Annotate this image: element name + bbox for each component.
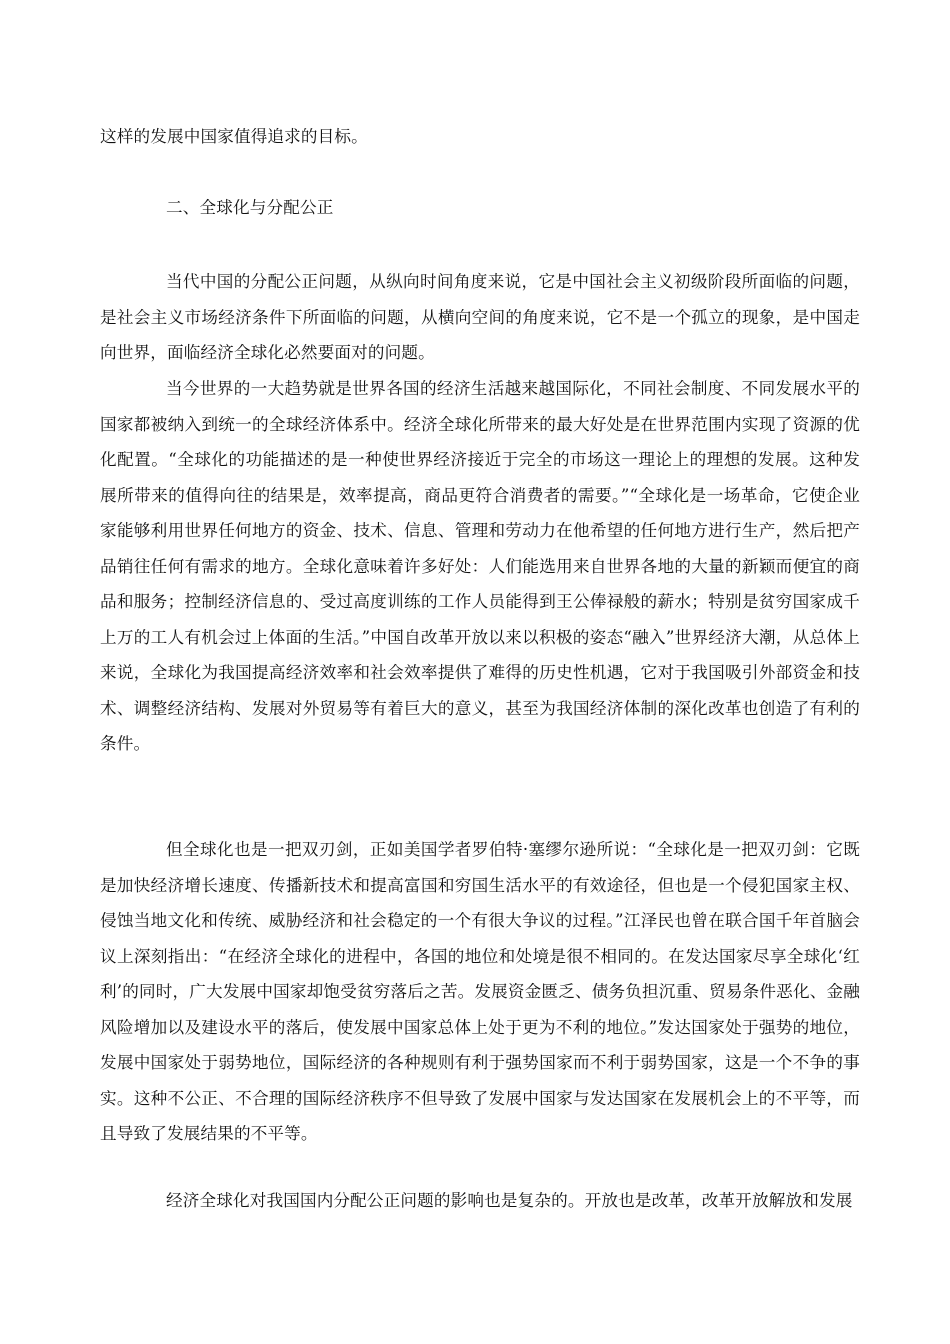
lead-line: 这样的发展中国家值得追求的目标。 [100,127,368,146]
section-heading: 二、全球化与分配公正 [166,198,334,217]
paragraph-distribution-justice: 当代中国的分配公正问题，从纵向时间角度来说，它是中国社会主义初级阶段所面临的问题，是社会主义市场经济条件下所面临的问题，从横向空间的角度来说，它不是一个孤立的现象，是中国走向世界，面临经济全球化必然要面对的问题。 [100,272,860,362]
paragraph-domestic-impact: 经济全球化对我国国内分配公正问题的影响也是复杂的。开放也是改革，改革开放解放和发展 [166,1191,853,1210]
paragraph-double-edged-sword: 但全球化也是一把双刃剑，正如美国学者罗伯特·塞缪尔逊所说：“全球化是一把双刃剑：它既是加快经济增长速度、传播新技术和提高富国和穷国生活水平的有效途径，但也是一个侵犯国家主权、侵蚀当地文化和传统、威胁经济和社会稳定的一个有很大争议的过程。”江泽民也曾在联合国千年首脑会议上深刻指出：“在经济全球化的进程中，各国的地位和处境是很不相同的。在发达国家尽享全球化‘红利’的同时，广大发展中国家却饱受贫穷落后之苦。发展资金匮乏、债务负担沉重、贸易条件恶化、金融风险增加以及建设水平的落后，使发展中国家总体上处于更为不利的地位。”发达国家处于强势的地位，发展中国家处于弱势地位，国际经济的各种规则有利于强势国家而不利于弱势国家，这是一个不争的事实。这种不公正、不合理的国际经济秩序不但导致了发展中国家与发达国家在发展机会上的不平等，而且导致了发展结果的不平等。 [100,840,860,1143]
paragraph-globalization-benefits: 当今世界的一大趋势就是世界各国的经济生活越来越国际化，不同社会制度、不同发展水平的国家都被纳入到统一的全球经济体系中。经济全球化所带来的最大好处是在世界范围内实现了资源的优化配置。“全球化的功能描述的是一种使世界经济接近于完全的市场这一理论上的理想的发展。这种发展所带来的值得向往的结果是，效率提高，商品更符合消费者的需要。”“全球化是一场革命，它使企业家能够利用世界任何地方的资金、技术、信息、管理和劳动力在他希望的任何地方进行生产，然后把产品销往任何有需求的地方。全球化意味着许多好处：人们能选用来自世界各地的大量的新颖而便宜的商品和服务；控制经济信息的、受过高度训练的工作人员能得到王公俸禄般的薪水；特别是贫穷国家成千上万的工人有机会过上体面的生活。”中国自改革开放以来以积极的姿态“融入”世界经济大潮，从总体上来说，全球化为我国提高经济效率和社会效率提供了难得的历史性机遇，它对于我国吸引外部资金和技术、调整经济结构、发展对外贸易等有着巨大的意义，甚至为我国经济体制的深化改革也创造了有利的条件。 [100,379,860,753]
